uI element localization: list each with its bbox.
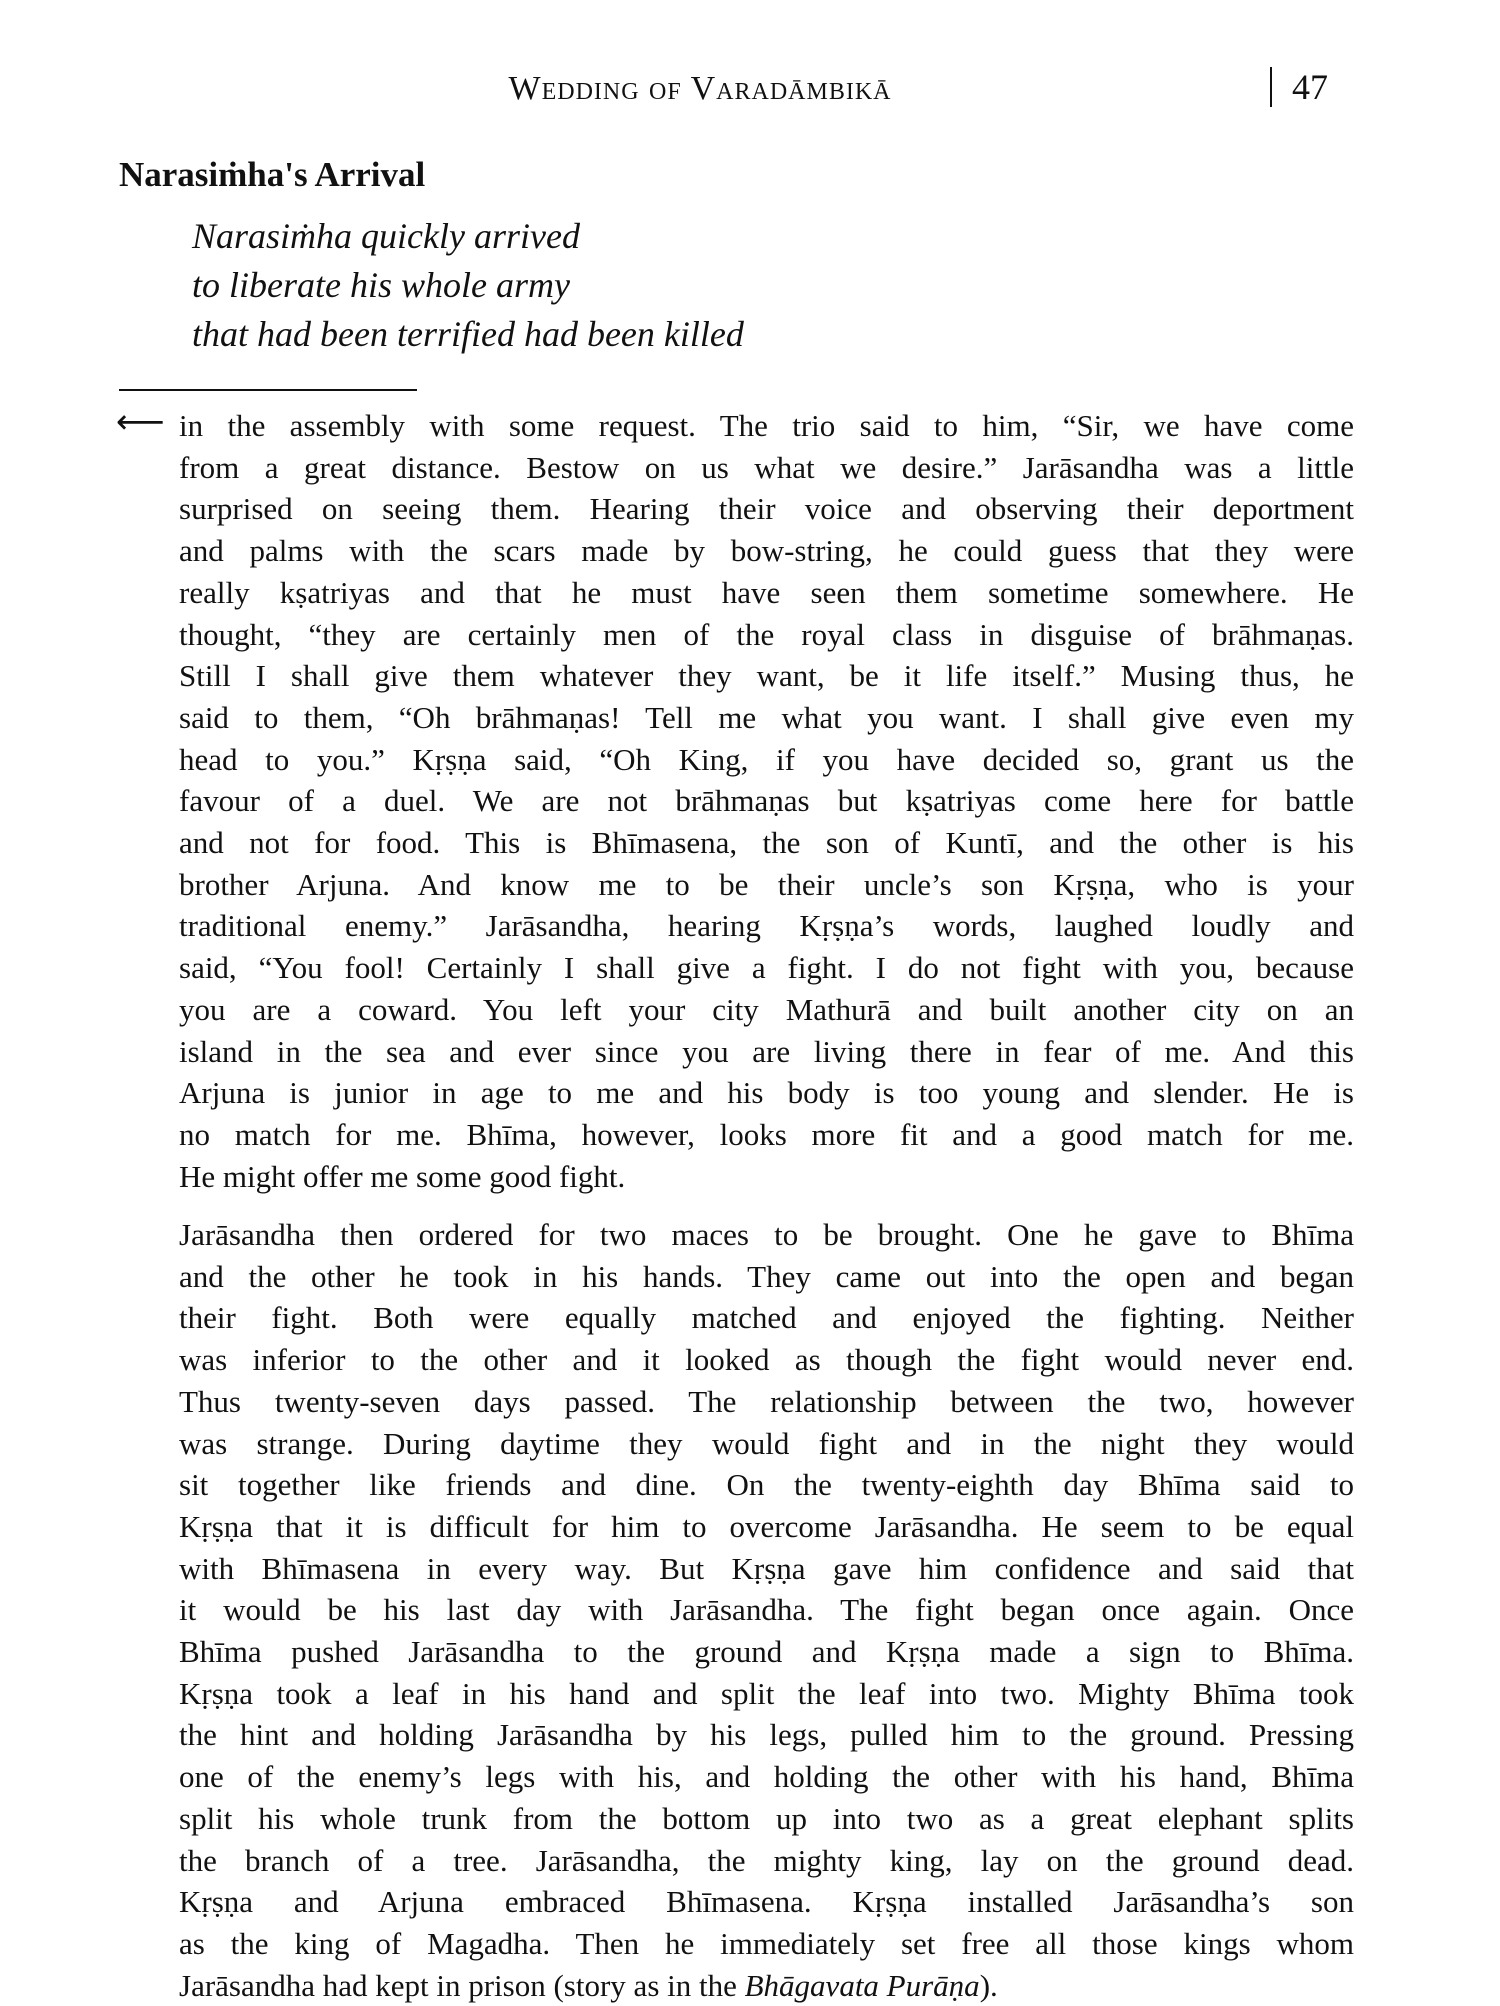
text-line: Arjuna is junior in age to me and his body is too young and slender. He is [179, 1075, 1354, 1111]
footnote-paragraph-1 [179, 405, 1354, 1197]
text-line: Kṛṣṇa that it is difficult for him to overcome Jarāsandha. He seem to be equal [179, 1508, 1354, 1544]
text-line: thought, “they are certainly men of the royal class in disguise of brāhmaṇas. [179, 616, 1354, 652]
text-line: was inferior to the other and it looked as though the fight would never end. [179, 1342, 1354, 1378]
text-line: He might offer me some good fight. [179, 1158, 626, 1194]
text-fragment: ). [979, 1967, 998, 2003]
text-line: Bhīma pushed Jarāsandha to the ground and Kṛṣṇa made a sign to Bhīma. [179, 1634, 1354, 1670]
text-line: it would be his last day with Jarāsandha. The fight began once again. Once [179, 1592, 1354, 1628]
text-line: sit together like friends and dine. On the twenty-eighth day Bhīma said to [179, 1467, 1354, 1503]
footnote-paragraph-2 [179, 1214, 1354, 2006]
text-line: brother Arjuna. And know me to be their uncle’s son Kṛṣṇa, who is your [179, 866, 1354, 902]
header-divider [1270, 67, 1272, 107]
book-title: Bhāgavata Purāṇa [744, 1967, 980, 2003]
text-line: Jarāsandha then ordered for two maces to be brought. One he gave to Bhīma [179, 1217, 1354, 1252]
text-line: surprised on seeing them. Hearing their voice and observing their deportment [179, 491, 1354, 527]
text-line: head to you.” Kṛṣṇa said, “Oh King, if you have decided so, grant us the [179, 741, 1354, 777]
text-line: you are a coward. You left your city Mathurā and built another city on an [179, 991, 1354, 1027]
text-line: Thus twenty-seven days passed. The relationship between the two, however [179, 1383, 1354, 1419]
text-line: from a great distance. Bestow on us what we desire.” Jarāsandha was a little [179, 449, 1354, 485]
page-number: 47 [1292, 67, 1328, 107]
text-line: Kṛṣṇa took a leaf in his hand and split the leaf into two. Mighty Bhīma took [179, 1675, 1354, 1711]
text-line: with Bhīmasena in every way. But Kṛṣṇa gave him confidence and said that [179, 1550, 1354, 1586]
section-heading: Narasiṁha's Arrival [119, 155, 426, 194]
text-line: their fight. Both were equally matched and enjoyed the fighting. Neither [179, 1300, 1354, 1336]
text-line: one of the enemy’s legs with his, and holding the other with his hand, Bhīma [179, 1759, 1354, 1795]
text-line: no match for me. Bhīma, however, looks more fit and a good match for me. [179, 1116, 1354, 1152]
verse-line: that had been terrified had been killed [192, 314, 744, 354]
text-line: traditional enemy.” Jarāsandha, hearing Kṛṣṇa’s words, laughed loudly and [179, 908, 1354, 944]
text-line: split his whole trunk from the bottom up into two as a great elephant splits [179, 1800, 1354, 1836]
verse-line: to liberate his whole army [192, 265, 570, 305]
text-line: and the other he took in his hands. They came out into the open and began [179, 1258, 1354, 1294]
text-line: the branch of a tree. Jarāsandha, the mighty king, lay on the ground dead. [179, 1842, 1354, 1878]
text-line: and not for food. This is Bhīmasena, the son of Kuntī, and the other is his [179, 825, 1354, 861]
verse-line: Narasiṁha quickly arrived [192, 216, 580, 256]
text-fragment: Jarāsandha had kept in prison (story as in the [179, 1967, 745, 2003]
running-title: Wedding of Varadāmbikā [508, 70, 892, 107]
text-line: island in the sea and ever since you are living there in fear of me. And this [179, 1033, 1354, 1069]
text-line: Kṛṣṇa and Arjuna embraced Bhīmasena. Kṛṣṇa installed Jarāsandha’s son [179, 1884, 1354, 1920]
text-line: said, “You fool! Certainly I shall give a fight. I do not fight with you, because [179, 950, 1354, 986]
text-line: said to them, “Oh brāhmaṇas! Tell me what you want. I shall give even my [179, 699, 1354, 735]
verse-block [192, 212, 744, 359]
left-arrow-icon: ⟵ [116, 402, 165, 442]
text-line: was strange. During daytime they would fight and in the night they would [179, 1425, 1354, 1461]
text-line: really kṣatriyas and that he must have seen them sometime somewhere. He [179, 574, 1354, 610]
text-line: the hint and holding Jarāsandha by his legs, pulled him to the ground. Pressing [179, 1717, 1354, 1753]
footnote-divider [119, 389, 417, 391]
text-line: as the king of Magadha. Then he immediately set free all those kings whom [179, 1925, 1354, 1961]
text-line: in the assembly with some request. The trio said to him, “Sir, we have come [179, 408, 1354, 443]
text-line: Still I shall give them whatever they want, be it life itself.” Musing thus, he [179, 658, 1354, 694]
text-line: favour of a duel. We are not brāhmaṇas but kṣatriyas come here for battle [179, 783, 1354, 819]
page-number-block [1270, 66, 1328, 108]
text-line: and palms with the scars made by bow-string, he could guess that they were [179, 533, 1354, 569]
